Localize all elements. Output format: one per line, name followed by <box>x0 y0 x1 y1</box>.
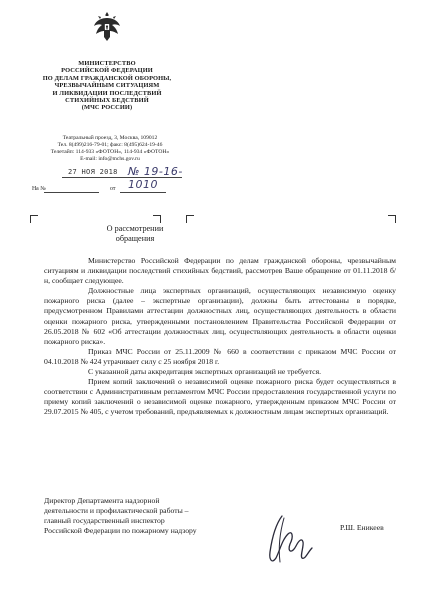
ministry-contacts <box>30 135 190 163</box>
handwritten-signature <box>262 512 316 568</box>
body-paragraph: С указанной даты аккредитация экспертных организаций не требуется. <box>88 367 322 377</box>
date-stamp: 27 НОЯ 2018 <box>68 168 118 176</box>
ministry-name: МИНИСТЕРСТВО РОССИЙСКОЙ ФЕДЕРАЦИИ ПО ДЕЛАМ ГРАЖДАНСКОЙ ОБОРОНЫ, ЧРЕЗВЫЧАЙНЫМ СИТУАЦИЯМ И ЛИКВИДАЦИИ ПОСЛЕДСТВИЙ СТИХИЙНЫХ БЕДСТВИЙ (МЧС РОССИИ) <box>42 60 172 112</box>
email-line: E-mail: info@mchs.gov.ru <box>80 156 140 162</box>
teletype-line: Телетайп: 114-933 «ФОТОН», 114-934 «ФОТОН» <box>50 149 170 155</box>
body-paragraph: Приказ МЧС России от 25.11.2009 № 660 в соответствии с приказом МЧС России от 04.10.2018 № 424 утрачивает силу с 25 ноября 2018 г. <box>44 346 396 366</box>
letter-body <box>44 256 396 418</box>
corner-mark <box>153 215 161 223</box>
body-paragraph: Прием копий заключений о независимой оценке пожарного риска будет осуществляться в соответствии с Административным регламентом МЧС России предоставления государственной услуги по приему копий заключений о независимой оценке пожарного, утвержденным приказом МЧС России от 29.07.2015 № 405, с учетом требований, предъявляемых к должностным лицам экспертных организаций. <box>44 377 396 417</box>
signatory-position: Директор Департамента надзорной деятельности и профилактической работы – главный государственный инспектор Российской Федерации по пожарному надзору <box>44 496 197 536</box>
corner-mark <box>30 215 38 223</box>
russian-coat-of-arms-icon <box>92 10 122 44</box>
signer-name: Р.Ш. Еникеев <box>340 523 384 532</box>
body-paragraph: Министерство Российской Федерации по делам гражданской обороны, чрезвычайным ситуациям и ликвидации последствий стихийных бедствий, рассмотрев Ваше обращение от 01.11.2018 б/н, сообщает следующее. <box>44 256 396 286</box>
letter-subject: О рассмотрении обращения <box>106 224 164 243</box>
body-paragraph: Должностные лица экспертных организаций, осуществляющих независимую оценку пожарного риска (далее – экспертные организации), должны быть аттестованы в порядке, предусмотренном Правилами аттестации должностных лиц, осуществляющих деятельность в области оценки пожарного риска, утвержденными постановлением Правительства Российской Федерации от 26.05.2018 № 602 «Об аттестации должностных лиц, осуществляющих деятельность в области оценки пожарного риска». <box>44 286 396 346</box>
corner-mark <box>388 215 396 223</box>
reference-date-label: от <box>110 186 116 192</box>
date-underline <box>62 177 182 178</box>
corner-mark <box>186 215 194 223</box>
reference-number-underline <box>44 192 99 193</box>
handwritten-number: № 19-16-1010 <box>128 165 183 191</box>
phone-line: Тел. 8(499)216-79-01; факс: 8(495)624-19-46 <box>57 142 163 148</box>
reference-date-underline <box>120 192 166 193</box>
reference-number-row <box>32 186 202 196</box>
reference-number-label: На № <box>32 186 46 192</box>
address-line: Театральный проезд, 3, Москва, 109012 <box>62 135 158 141</box>
